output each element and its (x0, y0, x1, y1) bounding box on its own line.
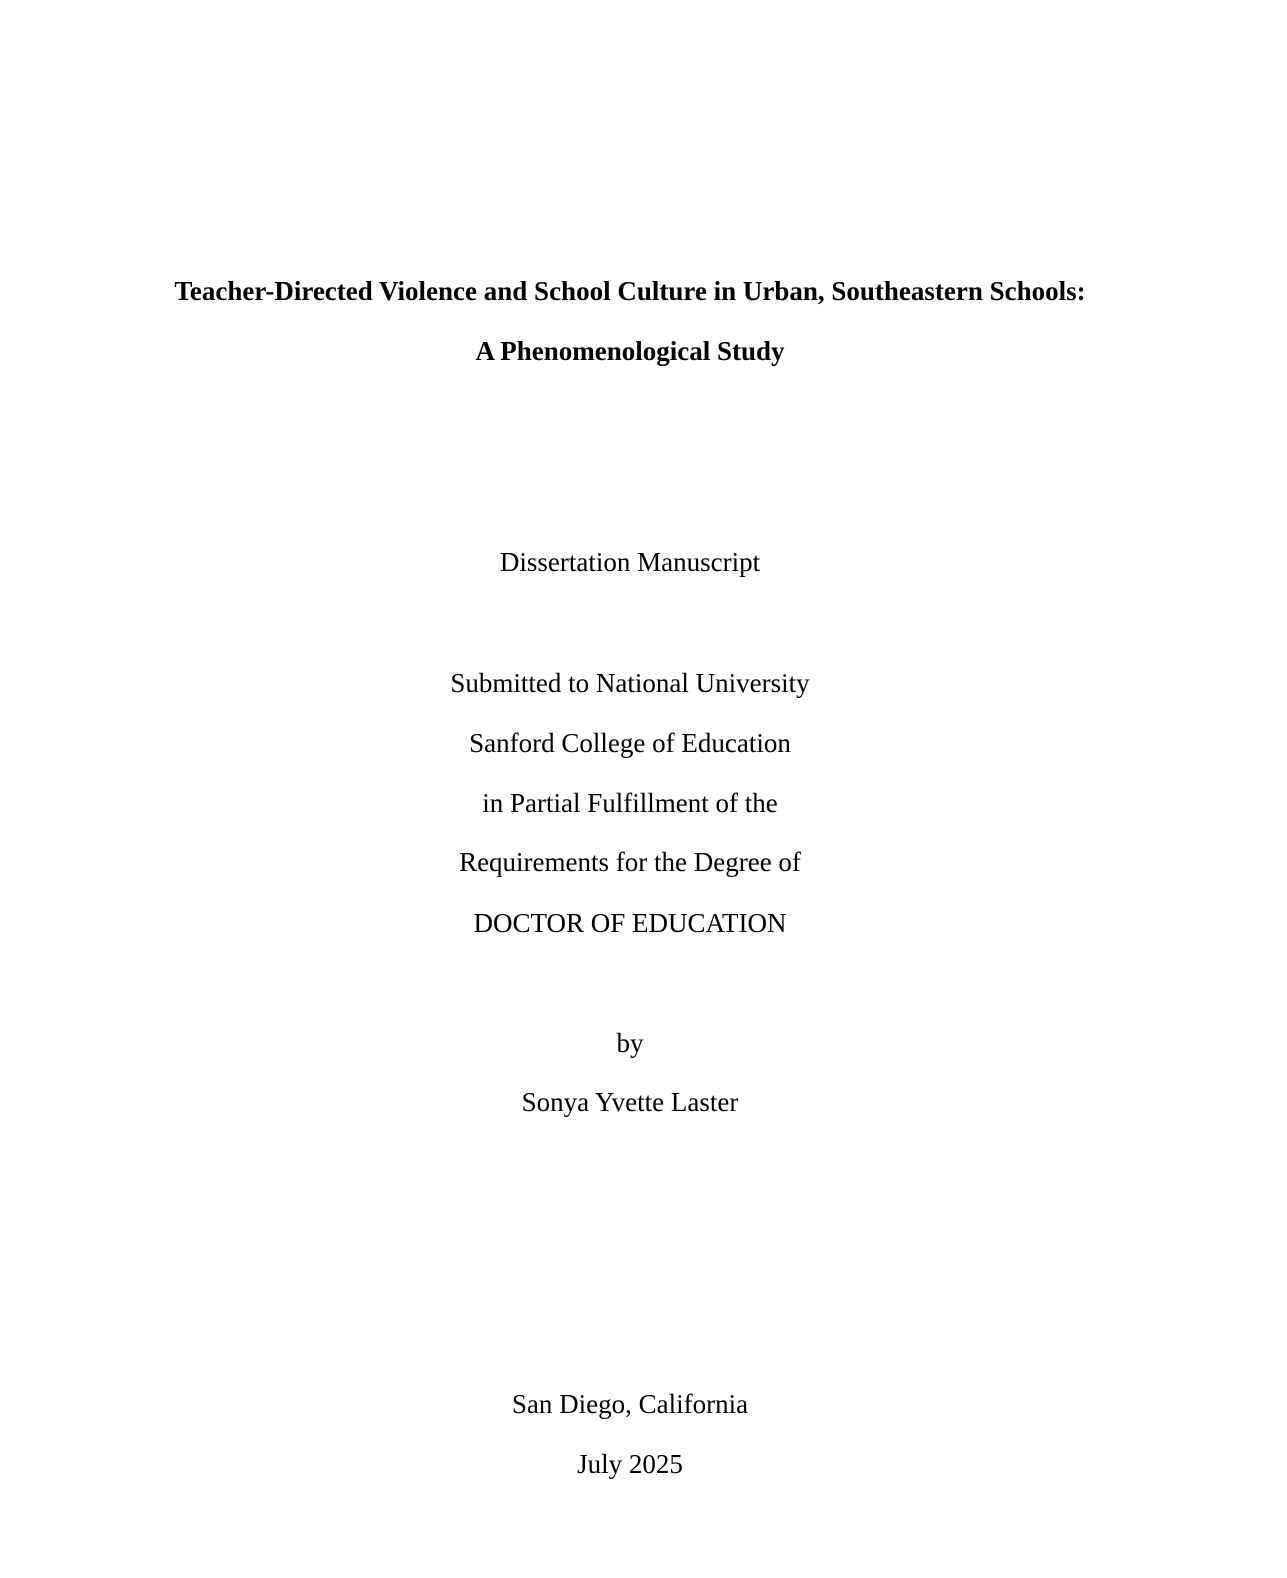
degree-name: DOCTOR OF EDUCATION (473, 908, 787, 938)
title-line-2: A Phenomenological Study (475, 336, 785, 366)
author-name: Sonya Yvette Laster (521, 1087, 739, 1117)
submission-line-2: Sanford College of Education (469, 728, 791, 758)
title-line-1: Teacher-Directed Violence and School Culture in Urban, Southeastern Schools: (174, 276, 1086, 306)
submission-line-3: in Partial Fulfillment of the (482, 788, 778, 818)
date: July 2025 (577, 1449, 683, 1479)
submission-line-1: Submitted to National University (450, 668, 810, 698)
document-type: Dissertation Manuscript (499, 547, 761, 577)
location: San Diego, California (511, 1389, 749, 1419)
author-by: by (616, 1028, 644, 1058)
submission-line-4: Requirements for the Degree of (459, 847, 801, 877)
